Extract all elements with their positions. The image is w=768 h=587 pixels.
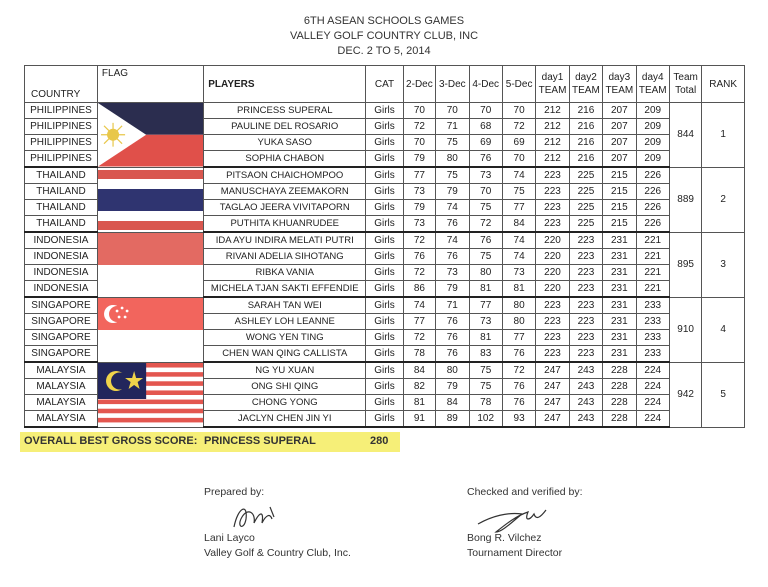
team-day-score-cell: 216 [569, 135, 602, 151]
category-cell: Girls [366, 151, 403, 168]
daily-score-cell: 102 [469, 411, 502, 428]
country-cell: PHILIPPINES [25, 119, 98, 135]
team-day-score-cell: 247 [536, 395, 569, 411]
daily-score-cell: 84 [403, 362, 435, 379]
team-day-score-cell: 209 [636, 135, 669, 151]
best-score-highlight [20, 432, 400, 452]
team-day-score-cell: 223 [536, 314, 569, 330]
daily-score-cell: 74 [502, 167, 535, 184]
col-header-day4-team: day4 TEAM [636, 66, 669, 103]
col-header-day3-team: day3 TEAM [603, 66, 636, 103]
malaysia-flag-icon [98, 363, 203, 427]
player-name: SOPHIA CHABON [204, 151, 366, 168]
team-total-cell: 844 [669, 103, 701, 168]
team-day-score-cell: 220 [536, 265, 569, 281]
team-day-score-cell: 228 [603, 379, 636, 395]
daily-score-cell: 82 [403, 379, 435, 395]
prepared-by-name: Lani Layco [204, 532, 255, 544]
team-day-score-cell: 221 [636, 232, 669, 249]
col-header-2-dec: 2-Dec [403, 66, 435, 103]
team-day-score-cell: 212 [536, 119, 569, 135]
event-title: 6TH ASEAN SCHOOLS GAMES [303, 15, 465, 27]
daily-score-cell: 76 [502, 379, 535, 395]
daily-score-cell: 76 [436, 314, 469, 330]
player-name: TAGLAO JEERA VIVITAPORN [204, 200, 366, 216]
daily-score-cell: 79 [436, 184, 469, 200]
event-dates: DEC. 2 TO 5, 2014 [337, 45, 431, 57]
player-name: ASHLEY LOH LEANNE [204, 314, 366, 330]
rank-cell: 4 [702, 297, 745, 362]
team-day-score-cell: 231 [603, 281, 636, 298]
daily-score-cell: 77 [502, 200, 535, 216]
team-day-score-cell: 223 [569, 281, 602, 298]
team-day-score-cell: 207 [603, 135, 636, 151]
team-day-score-cell: 225 [569, 184, 602, 200]
team-day-score-cell: 215 [603, 216, 636, 233]
daily-score-cell: 71 [436, 119, 469, 135]
daily-score-cell: 70 [436, 103, 469, 119]
daily-score-cell: 72 [502, 362, 535, 379]
daily-score-cell: 75 [469, 200, 502, 216]
team-day-score-cell: 231 [603, 232, 636, 249]
team-day-score-cell: 212 [536, 151, 569, 168]
col-header-flag: FLAG [97, 66, 203, 103]
team-day-score-cell: 226 [636, 216, 669, 233]
country-cell: SINGAPORE [25, 314, 98, 330]
team-day-score-cell: 223 [536, 184, 569, 200]
daily-score-cell: 91 [403, 411, 435, 428]
player-name: CHONG YONG [204, 395, 366, 411]
country-cell: MALAYSIA [25, 395, 98, 411]
country-cell: INDONESIA [25, 232, 98, 249]
team-day-score-cell: 228 [603, 362, 636, 379]
daily-score-cell: 84 [502, 216, 535, 233]
daily-score-cell: 81 [502, 281, 535, 298]
team-total-cell: 910 [669, 297, 701, 362]
flag-cell [97, 362, 203, 427]
team-day-score-cell: 221 [636, 281, 669, 298]
daily-score-cell: 76 [436, 216, 469, 233]
team-day-score-cell: 221 [636, 265, 669, 281]
country-cell: MALAYSIA [25, 411, 98, 428]
country-cell: INDONESIA [25, 265, 98, 281]
table-row [25, 232, 745, 249]
col-header-day1-team: day1 TEAM [536, 66, 569, 103]
table-row [25, 167, 745, 184]
rank-cell: 5 [702, 362, 745, 427]
team-day-score-cell: 216 [569, 103, 602, 119]
team-day-score-cell: 224 [636, 379, 669, 395]
daily-score-cell: 83 [469, 346, 502, 363]
daily-score-cell: 78 [403, 346, 435, 363]
category-cell: Girls [366, 281, 403, 298]
daily-score-cell: 70 [502, 103, 535, 119]
category-cell: Girls [366, 232, 403, 249]
team-day-score-cell: 226 [636, 184, 669, 200]
daily-score-cell: 69 [502, 135, 535, 151]
team-day-score-cell: 224 [636, 395, 669, 411]
checked-by-details [467, 531, 562, 561]
team-day-score-cell: 243 [569, 411, 602, 428]
team-day-score-cell: 207 [603, 103, 636, 119]
daily-score-cell: 72 [403, 265, 435, 281]
category-cell: Girls [366, 119, 403, 135]
col-header-cat: CAT [366, 66, 403, 103]
team-day-score-cell: 223 [569, 265, 602, 281]
player-name: PRINCESS SUPERAL [204, 103, 366, 119]
team-day-score-cell: 226 [636, 167, 669, 184]
team-day-score-cell: 243 [569, 395, 602, 411]
country-cell: SINGAPORE [25, 330, 98, 346]
category-cell: Girls [366, 330, 403, 346]
col-header-country: COUNTRY [25, 66, 98, 103]
team-day-score-cell: 233 [636, 346, 669, 363]
team-day-score-cell: 223 [569, 249, 602, 265]
daily-score-cell: 77 [469, 297, 502, 314]
singapore-flag-icon [98, 298, 203, 362]
team-day-score-cell: 207 [603, 119, 636, 135]
country-cell: SINGAPORE [25, 346, 98, 363]
daily-score-cell: 79 [403, 200, 435, 216]
daily-score-cell: 68 [469, 119, 502, 135]
team-day-score-cell: 231 [603, 297, 636, 314]
team-day-score-cell: 223 [536, 167, 569, 184]
venue-title: VALLEY GOLF COUNTRY CLUB, INC [289, 30, 479, 42]
category-cell: Girls [366, 184, 403, 200]
daily-score-cell: 75 [436, 167, 469, 184]
country-cell: THAILAND [25, 167, 98, 184]
daily-score-cell: 81 [403, 395, 435, 411]
team-day-score-cell: 220 [536, 249, 569, 265]
col-header-3-dec: 3-Dec [436, 66, 469, 103]
category-cell: Girls [366, 314, 403, 330]
daily-score-cell: 80 [436, 362, 469, 379]
category-cell: Girls [366, 167, 403, 184]
team-day-score-cell: 247 [536, 411, 569, 428]
checked-by-block [467, 485, 583, 500]
category-cell: Girls [366, 103, 403, 119]
philippines-flag-icon [98, 103, 203, 167]
category-cell: Girls [366, 395, 403, 411]
document-header [0, 14, 768, 59]
team-day-score-cell: 225 [569, 216, 602, 233]
player-name: MICHELA TJAN SAKTI EFFENDIE [204, 281, 366, 298]
category-cell: Girls [366, 411, 403, 428]
daily-score-cell: 73 [403, 216, 435, 233]
daily-score-cell: 76 [436, 249, 469, 265]
daily-score-cell: 77 [502, 330, 535, 346]
team-day-score-cell: 221 [636, 249, 669, 265]
team-day-score-cell: 223 [536, 297, 569, 314]
daily-score-cell: 74 [403, 297, 435, 314]
daily-score-cell: 75 [469, 362, 502, 379]
category-cell: Girls [366, 379, 403, 395]
best-score-label: OVERALL BEST GROSS SCORE: [24, 435, 198, 447]
daily-score-cell: 70 [469, 103, 502, 119]
player-name: YUKA SASO [204, 135, 366, 151]
table-row [25, 103, 745, 119]
daily-score-cell: 72 [403, 119, 435, 135]
player-name: RIVANI ADELIA SIHOTANG [204, 249, 366, 265]
category-cell: Girls [366, 297, 403, 314]
category-cell: Girls [366, 362, 403, 379]
daily-score-cell: 70 [502, 151, 535, 168]
daily-score-cell: 77 [403, 314, 435, 330]
daily-score-cell: 73 [469, 167, 502, 184]
checked-by-label: Checked and verified by: [467, 486, 583, 498]
prepared-by-details [204, 531, 351, 561]
player-name: MANUSCHAYA ZEEMAKORN [204, 184, 366, 200]
col-header-team-total: Team Total [669, 66, 701, 103]
daily-score-cell: 79 [436, 281, 469, 298]
checked-by-name: Bong R. Vilchez [467, 532, 542, 544]
country-cell: MALAYSIA [25, 362, 98, 379]
daily-score-cell: 76 [502, 346, 535, 363]
team-day-score-cell: 215 [603, 184, 636, 200]
country-cell: PHILIPPINES [25, 151, 98, 168]
daily-score-cell: 76 [436, 346, 469, 363]
country-cell: INDONESIA [25, 281, 98, 298]
category-cell: Girls [366, 200, 403, 216]
team-day-score-cell: 231 [603, 346, 636, 363]
team-day-score-cell: 220 [536, 281, 569, 298]
team-day-score-cell: 231 [603, 330, 636, 346]
team-day-score-cell: 243 [569, 362, 602, 379]
daily-score-cell: 72 [469, 216, 502, 233]
team-day-score-cell: 223 [569, 232, 602, 249]
daily-score-cell: 76 [403, 249, 435, 265]
daily-score-cell: 75 [502, 184, 535, 200]
country-cell: PHILIPPINES [25, 135, 98, 151]
daily-score-cell: 76 [502, 395, 535, 411]
team-day-score-cell: 223 [536, 346, 569, 363]
daily-score-cell: 72 [403, 232, 435, 249]
daily-score-cell: 75 [469, 379, 502, 395]
team-day-score-cell: 223 [536, 200, 569, 216]
daily-score-cell: 69 [469, 135, 502, 151]
team-total-cell: 895 [669, 232, 701, 297]
team-day-score-cell: 247 [536, 379, 569, 395]
daily-score-cell: 76 [436, 330, 469, 346]
table-row [25, 362, 745, 379]
category-cell: Girls [366, 265, 403, 281]
country-cell: MALAYSIA [25, 379, 98, 395]
team-day-score-cell: 207 [603, 151, 636, 168]
player-name: SARAH TAN WEI [204, 297, 366, 314]
daily-score-cell: 81 [469, 281, 502, 298]
daily-score-cell: 72 [403, 330, 435, 346]
team-day-score-cell: 209 [636, 151, 669, 168]
daily-score-cell: 73 [403, 184, 435, 200]
daily-score-cell: 71 [436, 297, 469, 314]
player-name: NG YU XUAN [204, 362, 366, 379]
daily-score-cell: 72 [502, 119, 535, 135]
team-day-score-cell: 228 [603, 411, 636, 428]
country-cell: SINGAPORE [25, 297, 98, 314]
team-day-score-cell: 233 [636, 297, 669, 314]
flag-cell [97, 297, 203, 362]
table-header-row [25, 66, 745, 103]
category-cell: Girls [366, 249, 403, 265]
col-header-players: PLAYERS [204, 66, 366, 103]
daily-score-cell: 77 [403, 167, 435, 184]
col-header-5-dec: 5-Dec [502, 66, 535, 103]
results-body [25, 103, 745, 428]
team-day-score-cell: 223 [536, 216, 569, 233]
category-cell: Girls [366, 135, 403, 151]
rank-cell: 2 [702, 167, 745, 232]
team-day-score-cell: 247 [536, 362, 569, 379]
table-row [25, 297, 745, 314]
team-day-score-cell: 216 [569, 119, 602, 135]
team-day-score-cell: 231 [603, 314, 636, 330]
daily-score-cell: 70 [469, 184, 502, 200]
prepared-by-org: Valley Golf & Country Club, Inc. [204, 547, 351, 559]
player-name: PUTHITA KHUANRUDEE [204, 216, 366, 233]
player-name: WONG YEN TING [204, 330, 366, 346]
daily-score-cell: 73 [469, 314, 502, 330]
team-day-score-cell: 231 [603, 249, 636, 265]
prepared-by-label: Prepared by: [204, 486, 265, 498]
team-day-score-cell: 231 [603, 265, 636, 281]
team-total-cell: 942 [669, 362, 701, 427]
daily-score-cell: 89 [436, 411, 469, 428]
results-table [24, 65, 745, 428]
team-day-score-cell: 223 [569, 297, 602, 314]
team-day-score-cell: 209 [636, 103, 669, 119]
player-name: CHEN WAN QING CALLISTA [204, 346, 366, 363]
best-score-player: PRINCESS SUPERAL [204, 435, 316, 447]
daily-score-cell: 80 [469, 265, 502, 281]
daily-score-cell: 76 [469, 151, 502, 168]
player-name: RIBKA VANIA [204, 265, 366, 281]
daily-score-cell: 74 [502, 232, 535, 249]
daily-score-cell: 78 [469, 395, 502, 411]
daily-score-cell: 74 [436, 232, 469, 249]
daily-score-cell: 79 [403, 151, 435, 168]
flag-cell [97, 232, 203, 297]
thailand-flag-icon [98, 168, 203, 232]
country-cell: THAILAND [25, 184, 98, 200]
indonesia-flag-icon [98, 233, 203, 297]
team-day-score-cell: 243 [569, 379, 602, 395]
team-day-score-cell: 225 [569, 200, 602, 216]
team-day-score-cell: 226 [636, 200, 669, 216]
daily-score-cell: 74 [436, 200, 469, 216]
daily-score-cell: 73 [436, 265, 469, 281]
team-day-score-cell: 233 [636, 314, 669, 330]
country-cell: THAILAND [25, 216, 98, 233]
daily-score-cell: 74 [502, 249, 535, 265]
player-name: PITSAON CHAICHOMPOO [204, 167, 366, 184]
team-day-score-cell: 215 [603, 167, 636, 184]
col-header-4-dec: 4-Dec [469, 66, 502, 103]
rank-cell: 3 [702, 232, 745, 297]
team-day-score-cell: 233 [636, 330, 669, 346]
team-day-score-cell: 212 [536, 135, 569, 151]
player-name: PAULINE DEL ROSARIO [204, 119, 366, 135]
daily-score-cell: 80 [502, 314, 535, 330]
daily-score-cell: 79 [436, 379, 469, 395]
daily-score-cell: 76 [469, 232, 502, 249]
daily-score-cell: 75 [436, 135, 469, 151]
daily-score-cell: 81 [469, 330, 502, 346]
flag-cell [97, 167, 203, 232]
player-name: ONG SHI QING [204, 379, 366, 395]
daily-score-cell: 70 [403, 103, 435, 119]
daily-score-cell: 84 [436, 395, 469, 411]
team-day-score-cell: 209 [636, 119, 669, 135]
daily-score-cell: 80 [436, 151, 469, 168]
daily-score-cell: 86 [403, 281, 435, 298]
daily-score-cell: 75 [469, 249, 502, 265]
best-score-value: 280 [370, 435, 389, 447]
daily-score-cell: 80 [502, 297, 535, 314]
team-total-cell: 889 [669, 167, 701, 232]
team-day-score-cell: 216 [569, 151, 602, 168]
col-header-rank: RANK [702, 66, 745, 103]
team-day-score-cell: 223 [536, 330, 569, 346]
checked-by-title: Tournament Director [467, 547, 563, 559]
team-day-score-cell: 228 [603, 395, 636, 411]
category-cell: Girls [366, 346, 403, 363]
country-cell: PHILIPPINES [25, 103, 98, 119]
team-day-score-cell: 212 [536, 103, 569, 119]
team-day-score-cell: 223 [569, 346, 602, 363]
player-name: IDA AYU INDIRA MELATI PUTRI [204, 232, 366, 249]
daily-score-cell: 93 [502, 411, 535, 428]
country-cell: THAILAND [25, 200, 98, 216]
country-cell: INDONESIA [25, 249, 98, 265]
team-day-score-cell: 224 [636, 411, 669, 428]
team-day-score-cell: 215 [603, 200, 636, 216]
team-day-score-cell: 224 [636, 362, 669, 379]
rank-cell: 1 [702, 103, 745, 168]
team-day-score-cell: 225 [569, 167, 602, 184]
col-header-day2-team: day2 TEAM [569, 66, 602, 103]
team-day-score-cell: 220 [536, 232, 569, 249]
daily-score-cell: 73 [502, 265, 535, 281]
team-day-score-cell: 223 [569, 330, 602, 346]
daily-score-cell: 70 [403, 135, 435, 151]
category-cell: Girls [366, 216, 403, 233]
flag-cell [97, 103, 203, 168]
team-day-score-cell: 223 [569, 314, 602, 330]
player-name: JACLYN CHEN JIN YI [204, 411, 366, 428]
